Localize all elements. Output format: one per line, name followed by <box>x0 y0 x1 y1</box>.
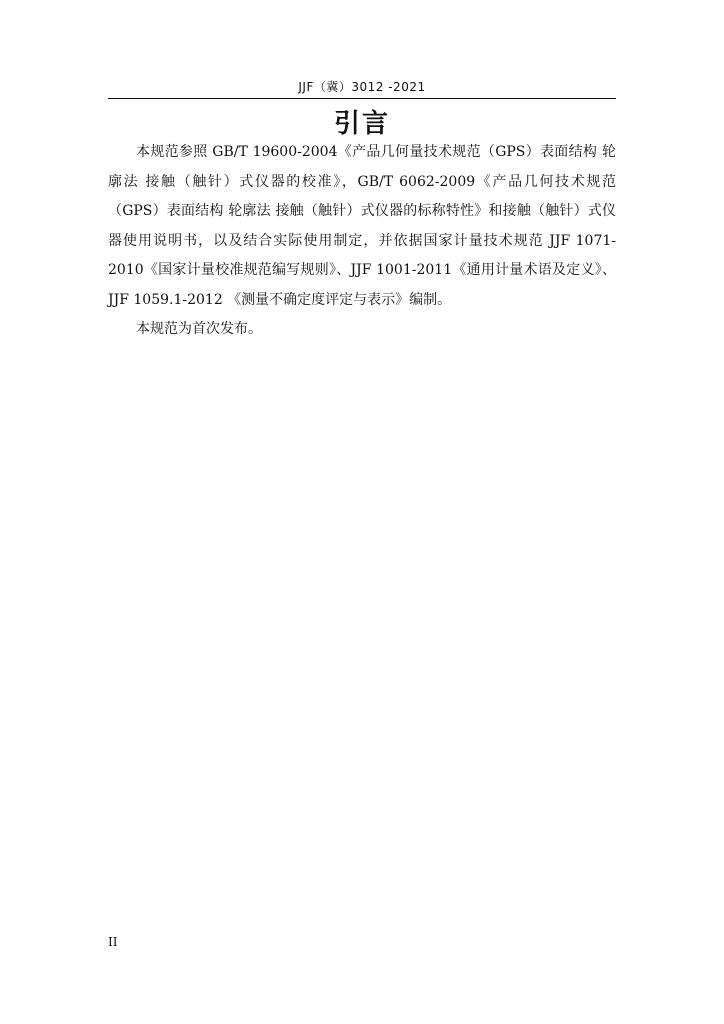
paragraph-reference: 本规范参照 GB/T 19600-2004《产品几何量技术规范（GPS）表面结构 轮廓法 接触（触针）式仪器的校准》，GB/T 6062-2009《产品几何技术规范（GPS）表面结构 轮廓法 接触（触针）式仪器的标称特性》和接触（触针）式仪器使用说明书，以及结合实际使用制定，并依据国家计量技术规范 JJF 1071-2010《国家计量校准规范编写规则》、JJF 1001-2011《通用计量术语及定义》、JJF 1059.1-2012 《测量不确定度评定与表示》编制。 <box>108 144 616 308</box>
page-number: II <box>108 935 118 949</box>
standard-code-header: JJF（冀）3012 -2021 <box>298 80 426 94</box>
body-text <box>108 138 616 345</box>
page-title: 引言 <box>333 109 390 139</box>
header-divider <box>108 98 616 99</box>
paragraph-first-release: 本规范为首次发布。 <box>136 321 262 337</box>
